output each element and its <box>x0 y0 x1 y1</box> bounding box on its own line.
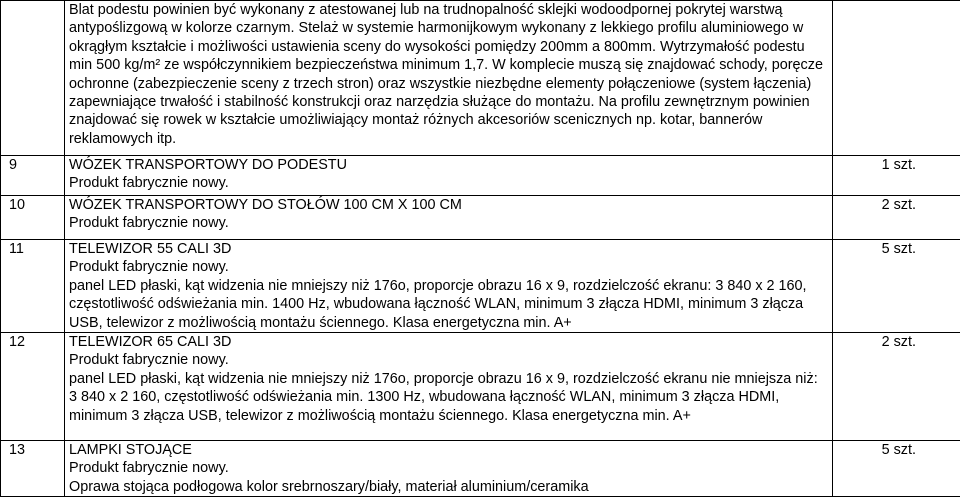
row-description <box>65 441 833 497</box>
table-row <box>1 441 960 497</box>
item-title: TELEWIZOR 65 CALI 3D <box>69 333 828 351</box>
description-text: Blat podestu powinien być wykonany z atestowanej lub na trudnopalność sklejki wodoodpornej pokrytej warstwą antypoślizgową w kolorze czarnym. Stelaż w systemie harmonijkowym wykonany z lekkiego profilu aluminiowego w okrągłym kształcie i możliwości ustawienia sceny do wysokości pomiędzy 200mm a 800mm. Wytrzymałość podestu min 500 kg/m² ze współczynnikiem bezpieczeństwa minimum 1,7. <box>69 2 805 73</box>
row-number: 9 <box>1 156 65 196</box>
table-row <box>1 240 960 333</box>
item-subtitle: Produkt fabrycznie nowy. <box>69 174 828 192</box>
row-quantity: 5 szt. <box>833 240 960 333</box>
item-title: WÓZEK TRANSPORTOWY DO PODESTU <box>69 156 828 174</box>
item-title: TELEWIZOR 55 CALI 3D <box>69 240 828 258</box>
row-description <box>65 196 833 240</box>
item-description: panel LED płaski, kąt widzenia nie mniejszy niż 176o, proporcje obrazu 16 x 9, rozdzielczość ekranu: 3 840 x 2 160, częstotliwość odświeżania min. 1400 Hz, wbudowana łączność WLAN, minimum 3 złącza HDMI, minimum 3 złącza USB, telewizor z możliwością montażu ściennego. Klasa energetyczna min. A+ <box>69 277 828 332</box>
table-row <box>1 1 960 156</box>
row-description <box>65 240 833 333</box>
row-quantity: 2 szt. <box>833 333 960 441</box>
row-quantity <box>833 1 960 156</box>
row-quantity: 5 szt. <box>833 441 960 497</box>
table-row <box>1 333 960 441</box>
row-description <box>65 1 833 156</box>
row-number: 12 <box>1 333 65 441</box>
item-title: LAMPKI STOJĄCE <box>69 441 828 459</box>
row-description <box>65 333 833 441</box>
row-quantity: 1 szt. <box>833 156 960 196</box>
description-text-continued: W komplecie muszą się znajdować schody, poręcze ochronne (zabezpieczenie sceny z trzech stron) oraz wszystkie niezbędne elementy połączeniowe (system łączenia) zapewniające trwałość i stabilność konstrukcji oraz narzędzia służące do montażu. Na profilu zewnętrznym powinien znajdować się rowek w kształcie umożliwiający montaż różnych akcesoriów scenicznych np. kotar, bannerów reklamowych itp. <box>69 57 823 147</box>
row-number: 11 <box>1 240 65 333</box>
item-subtitle: Produkt fabrycznie nowy. <box>69 351 828 369</box>
table-row <box>1 156 960 196</box>
item-subtitle: Produkt fabrycznie nowy. <box>69 459 828 477</box>
row-quantity: 2 szt. <box>833 196 960 240</box>
item-subtitle: Produkt fabrycznie nowy. <box>69 214 828 232</box>
row-number <box>1 1 65 156</box>
item-description: panel LED płaski, kąt widzenia nie mniejszy niż 176o, proporcje obrazu 16 x 9, rozdzielczość ekranu nie mniejsza niż: 3 840 x 2 160, częstotliwość odświeżania min. 1300 Hz, wbudowana łączność WLAN, minimum 3 złącza HDMI, minimum 3 złącza USB, telewizor z możliwością montażu ściennego. Klasa energetyczna min. A+ <box>69 370 828 425</box>
item-subtitle: Produkt fabrycznie nowy. <box>69 258 828 276</box>
table-row <box>1 196 960 240</box>
row-number: 13 <box>1 441 65 497</box>
row-number: 10 <box>1 196 65 240</box>
item-title: WÓZEK TRANSPORTOWY DO STOŁÓW 100 CM X 100 CM <box>69 196 828 214</box>
item-description: Oprawa stojąca podłogowa kolor srebrnoszary/biały, materiał aluminium/ceramika <box>69 478 828 496</box>
row-description <box>65 156 833 196</box>
